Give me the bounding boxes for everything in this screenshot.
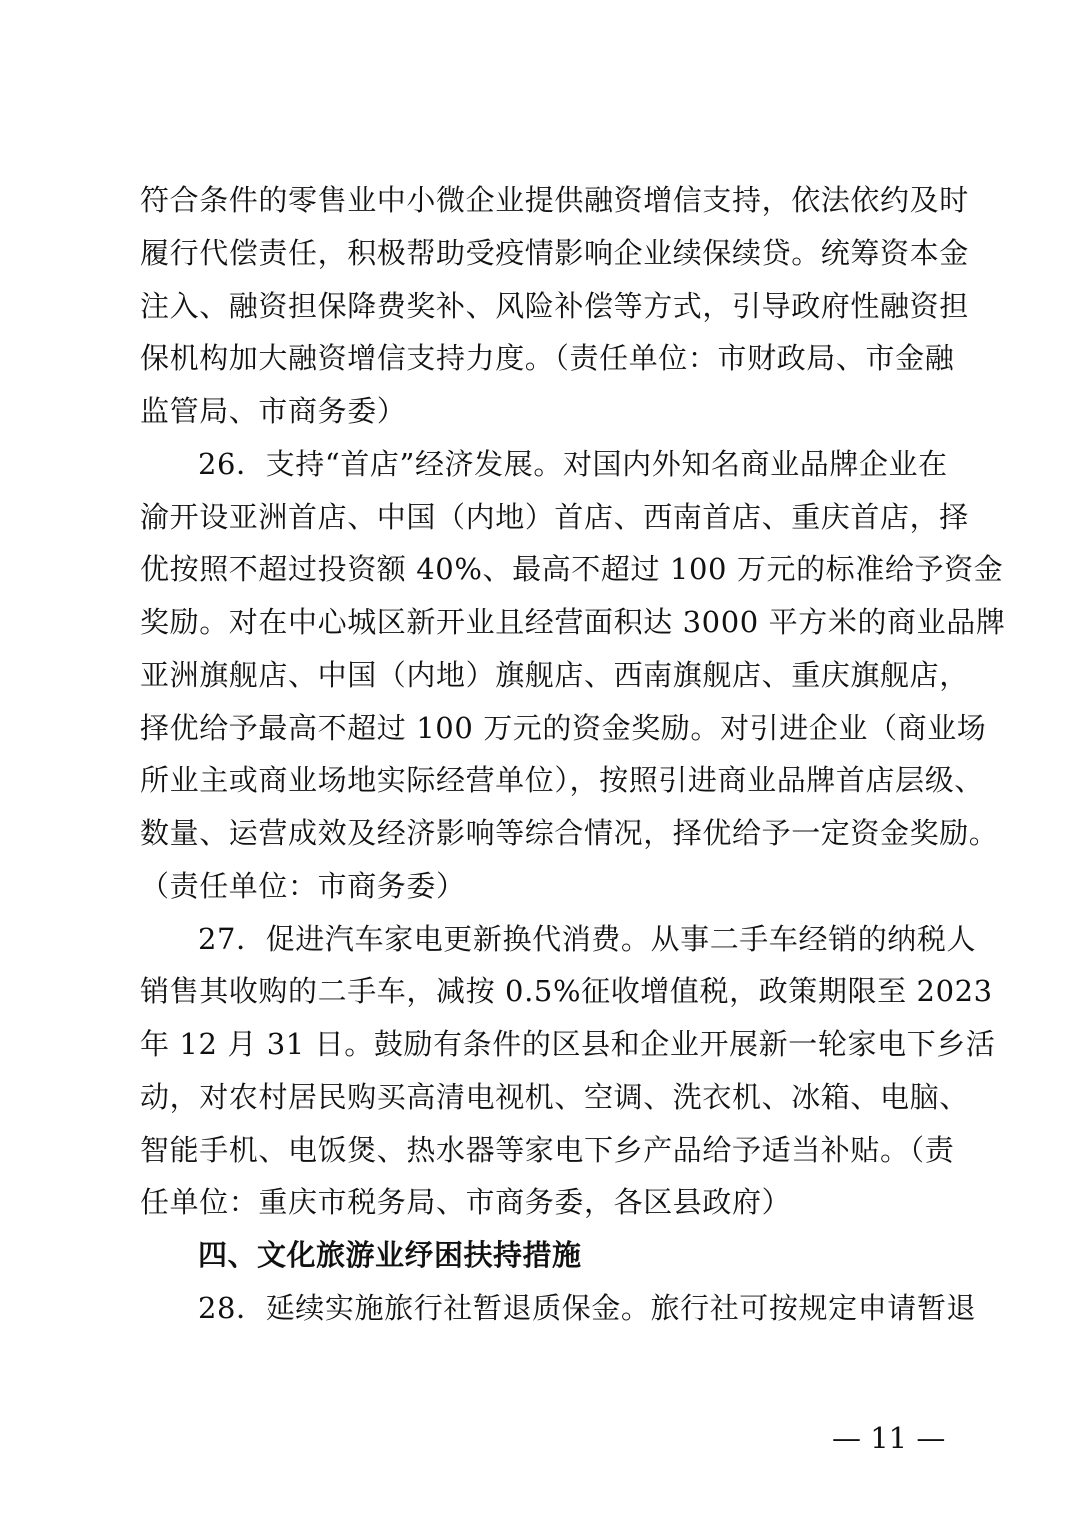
text-line: 履行代偿责任，积极帮助受疫情影响企业续保续贷。统筹资本金 [140,236,969,270]
text-line: 数量、运营成效及经济影响等综合情况，择优给予一定资金奖励。 [140,816,999,850]
paragraph-28-start: 28．延续实施旅行社暂退质保金。旅行社可按规定申请暂退 [198,1291,977,1325]
text-line: 动，对农村居民购买高清电视机、空调、洗衣机、冰箱、电脑、 [140,1080,969,1114]
text-line: 渝开设亚洲首店、中国（内地）首店、西南首店、重庆首店，择 [140,500,969,534]
text-line: 销售其收购的二手车，减按 0.5%征收增值税，政策期限至 2023 [140,974,993,1008]
text-line: 监管局、市商务委） [140,394,407,428]
section-heading: 四、文化旅游业纾困扶持措施 [198,1238,582,1272]
text-line: 符合条件的零售业中小微企业提供融资增信支持，依法依约及时 [140,183,969,217]
page-number: — 11 — [832,1421,946,1455]
text-line: 奖励。对在中心城区新开业且经营面积达 3000 平方米的商业品牌 [140,605,1006,639]
paragraph-26-start: 26．支持“首店”经济发展。对国内外知名商业品牌企业在 [198,447,948,481]
text-line: 所业主或商业场地实际经营单位），按照引进商业品牌首店层级、 [140,763,984,797]
text-line: 择优给予最高不超过 100 万元的资金奖励。对引进企业（商业场 [140,711,987,745]
text-line: 年 12 月 31 日。鼓励有条件的区县和企业开展新一轮家电下乡活 [140,1027,996,1061]
text-line: （责任单位：市商务委） [140,869,466,903]
text-line: 亚洲旗舰店、中国（内地）旗舰店、西南旗舰店、重庆旗舰店， [140,658,969,692]
text-line: 任单位：重庆市税务局、市商务委，各区县政府） [140,1185,792,1219]
text-line: 保机构加大融资增信支持力度。（责任单位：市财政局、市金融 [140,341,955,375]
paragraph-27-start: 27．促进汽车家电更新换代消费。从事二手车经销的纳税人 [198,922,977,956]
text-line: 注入、融资担保降费奖补、风险补偿等方式，引导政府性融资担 [140,289,969,323]
text-line: 智能手机、电饭煲、热水器等家电下乡产品给予适当补贴。（责 [140,1133,955,1167]
text-line: 优按照不超过投资额 40%、最高不超过 100 万元的标准给予资金 [140,552,1004,586]
